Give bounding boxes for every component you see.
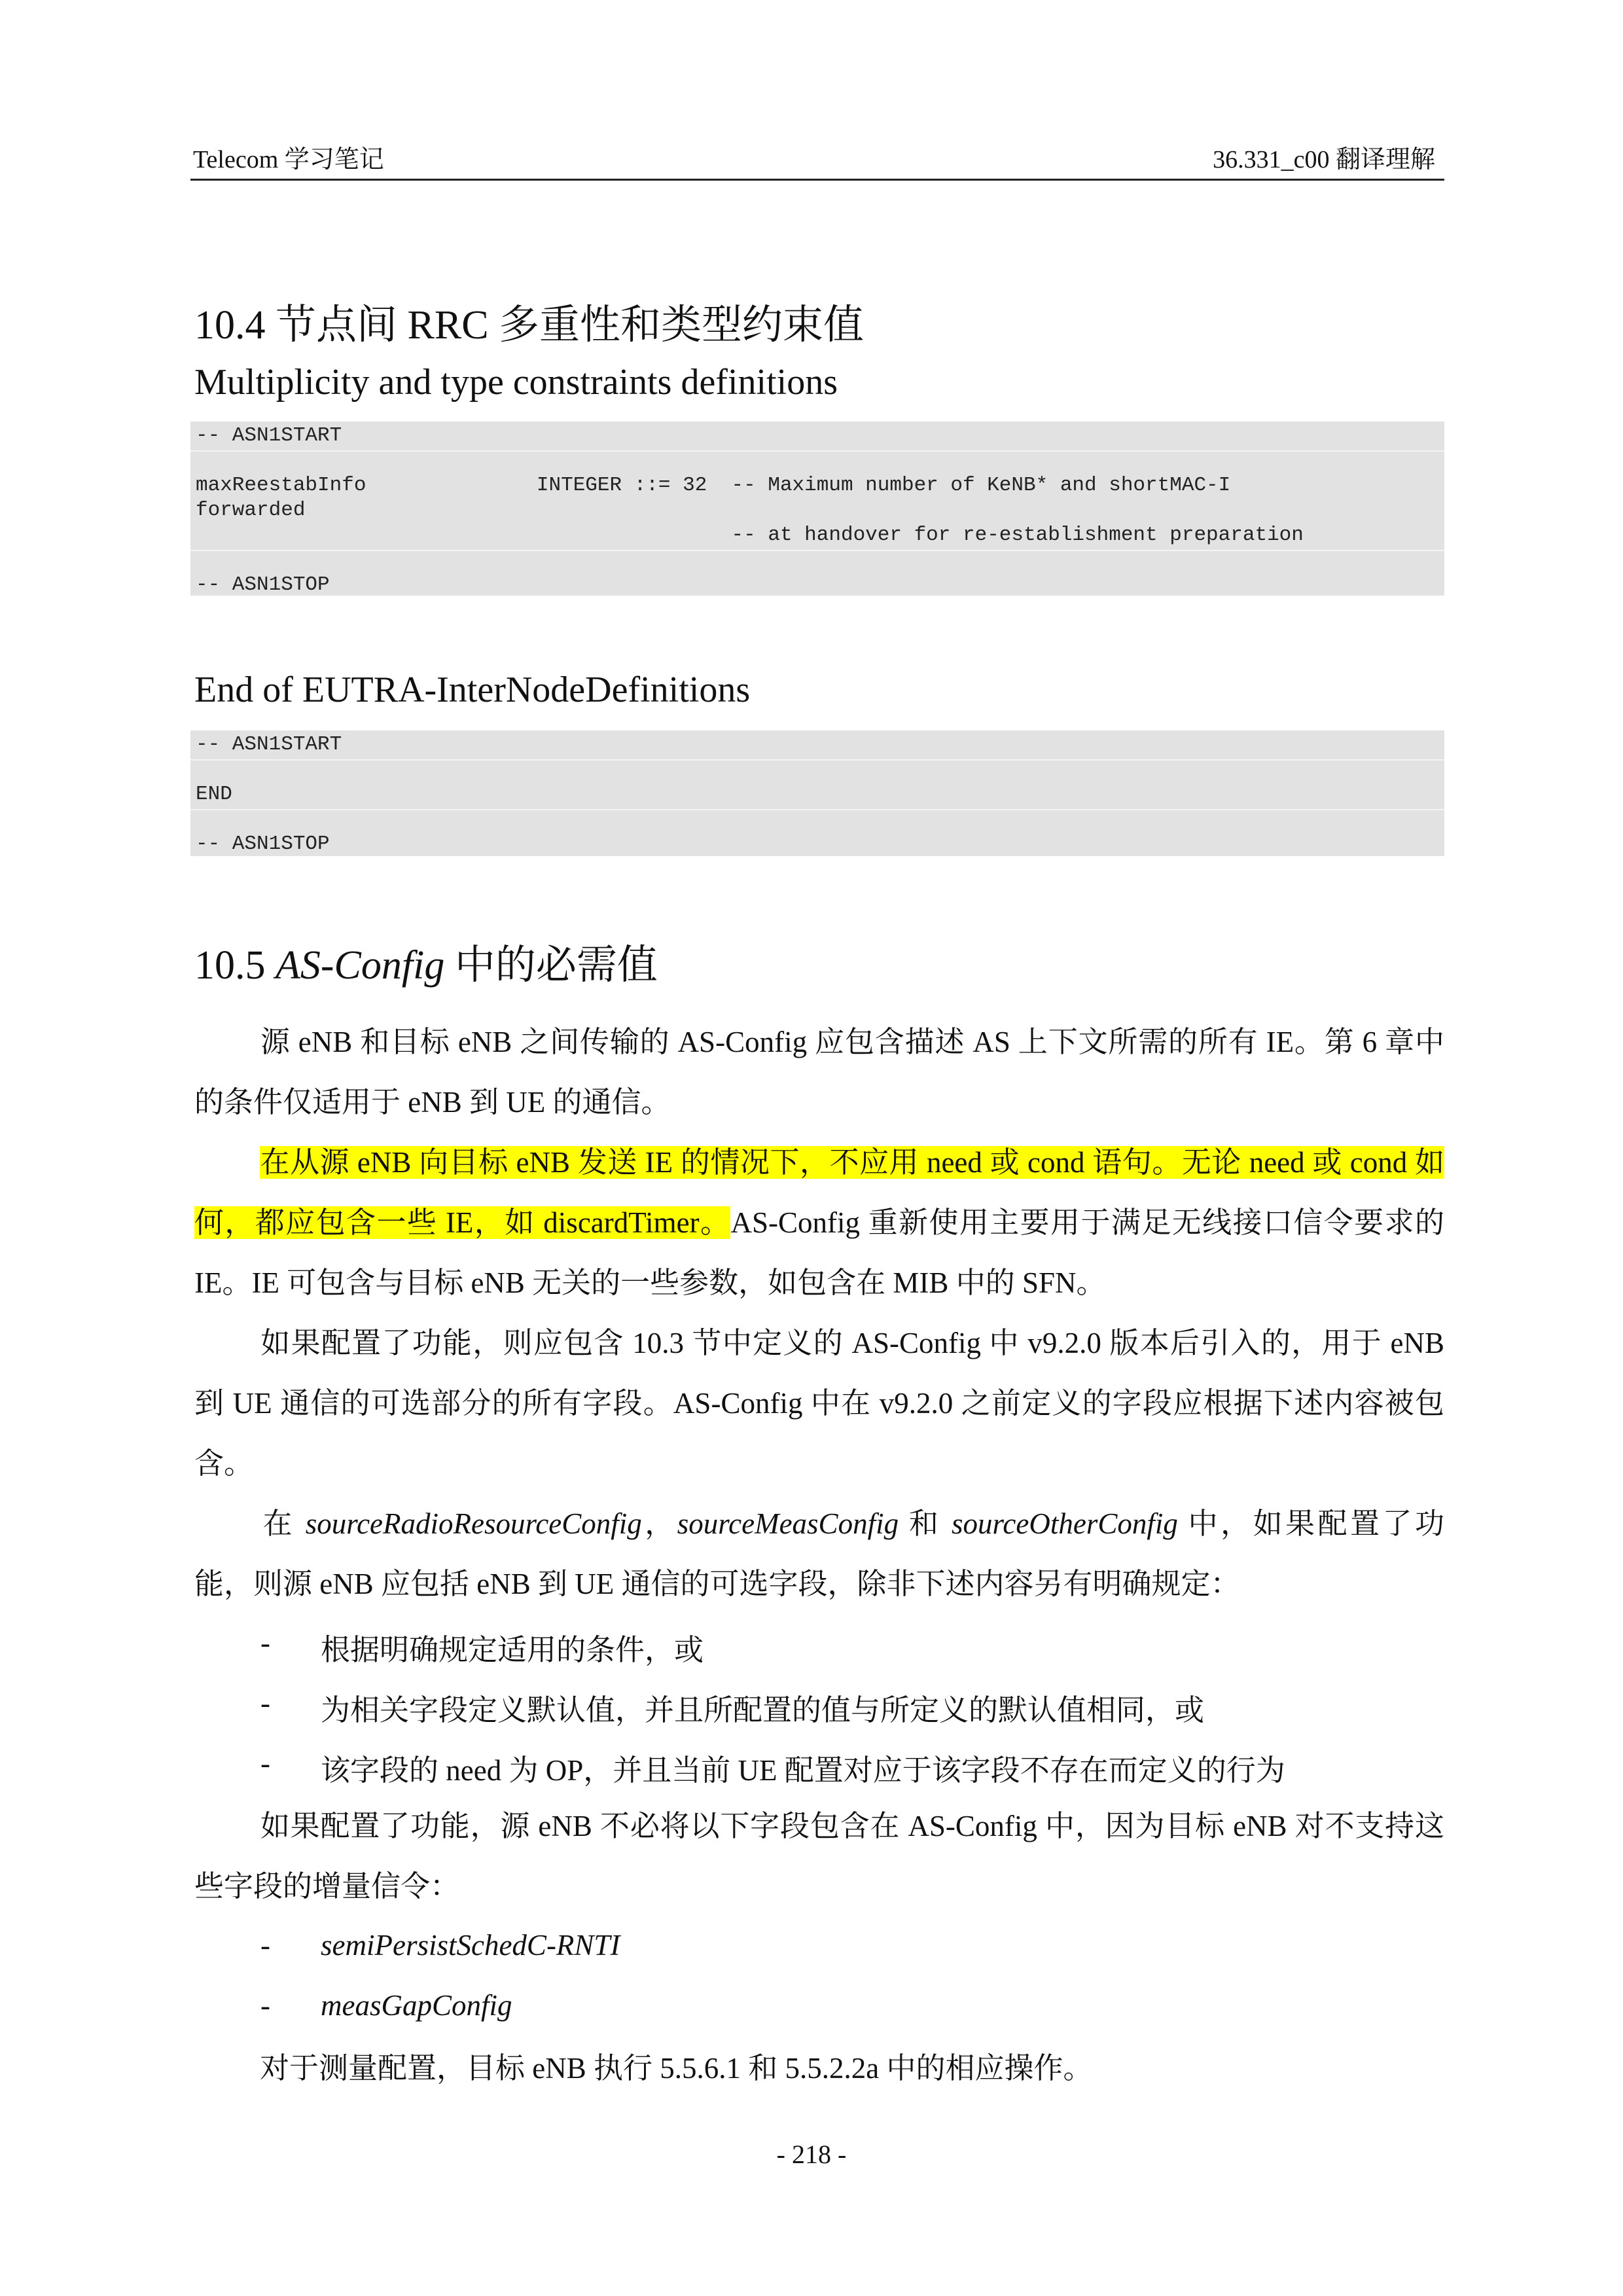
code-line: forwarded <box>196 499 306 522</box>
code-line: -- ASN1START <box>196 424 342 447</box>
paragraph-1 <box>194 1012 1444 1132</box>
code-divider <box>190 450 1444 452</box>
paragraph-2 <box>194 1132 1444 1313</box>
header-title: Telecom 学习笔记 <box>193 146 384 173</box>
paragraph-4 <box>194 1494 1444 1614</box>
code-line: -- ASN1START <box>196 733 342 756</box>
field-name: sourceOtherConfig <box>952 1507 1178 1540</box>
list-item <box>0 1746 1623 1785</box>
section-title-rest: 中的必需值 <box>444 943 658 988</box>
bullet-dash: - <box>260 1747 270 1780</box>
highlighted-text: 在从源 eNB 向目标 eNB 发送 IE 的情况下，不应用 need 或 cond 语句。无论 need 或 cond 如何，都应包含一些 IE，如 discardTimer。 <box>194 1146 1444 1239</box>
paragraph-4-text: 和 <box>899 1507 952 1540</box>
code-line: END <box>196 783 232 806</box>
end-definitions-heading: End of EUTRA-InterNodeDefinitions <box>194 670 751 710</box>
code-line: -- ASN1STOP <box>196 833 330 855</box>
paragraph-4-text: 在 <box>260 1507 306 1540</box>
paragraph-3 <box>194 1313 1444 1494</box>
section-title-term: AS-Config <box>276 943 445 988</box>
list-item-text: semiPersistSchedC-RNTI <box>321 1929 620 1962</box>
bullet-dash: - <box>260 1989 270 2022</box>
header-doc-ref: 36.331_c00 翻译理解 <box>1213 146 1435 173</box>
paragraph-6-text: 对于测量配置，目标 eNB 执行 5.5.6.1 和 5.5.2.2a 中的相应操作。 <box>260 2052 1093 2085</box>
section-10-4-heading: 10.4 节点间 RRC 多重性和类型约束值 <box>194 303 865 348</box>
paragraph-5 <box>194 1796 1444 1916</box>
bullet-dash: - <box>260 1929 270 1962</box>
list-item <box>0 1686 1623 1725</box>
list-item <box>0 1988 1623 2028</box>
bullet-dash: - <box>260 1687 270 1719</box>
code-block-multiplicity <box>190 422 1444 596</box>
section-10-5-heading <box>194 932 658 990</box>
code-block-end <box>190 730 1444 856</box>
list-item-text: 根据明确规定适用的条件，或 <box>321 1634 704 1666</box>
paragraph-2-text: AS-Config 重新使用主要用于满足无线接口信令要求的 IE。IE 可包含与目标 eNB 无关的一些参数，如包含在 MIB 中的 SFN。 <box>194 1206 1445 1299</box>
field-name: sourceRadioResourceConfig <box>305 1507 642 1540</box>
list-item-text: 为相关字段定义默认值，并且所配置的值与所定义的默认值相同，或 <box>321 1694 1205 1727</box>
paragraph-3-text: 如果配置了功能，则应包含 10.3 节中定义的 AS-Config 中 v9.2.0 版本后引入的，用于 eNB 到 UE 通信的可选部分的所有字段。AS-Config 中在 v9.2.0 之前定义的字段应根据下述内容被包含。 <box>194 1327 1444 1480</box>
list-item-text: measGapConfig <box>321 1989 512 2022</box>
bullet-dash: - <box>260 1626 270 1659</box>
list-item-text: 该字段的 need 为 OP，并且当前 UE 配置对应于该字段不存在而定义的行为 <box>321 1754 1285 1787</box>
paragraph-6 <box>194 2038 1444 2098</box>
paragraph-1-text: 源 eNB 和目标 eNB 之间传输的 AS-Config 应包含描述 AS 上下文所需的所有 IE。第 6 章中的条件仅适用于 eNB 到 UE 的通信。 <box>194 1026 1444 1119</box>
code-divider <box>190 759 1444 761</box>
field-name: sourceMeasConfig <box>677 1507 899 1540</box>
code-divider <box>190 550 1444 551</box>
section-number: 10.5 <box>194 943 276 988</box>
header-divider <box>190 179 1444 181</box>
list-item <box>0 1626 1623 1665</box>
list-item <box>0 1928 1623 1967</box>
page-number: - 218 - <box>776 2140 847 2169</box>
code-line: -- at handover for re-establishment preparation <box>196 524 1304 547</box>
paragraph-4-text: 中，如果配置了功能，则源 eNB 应包括 eNB 到 UE 通信的可选字段，除非下述内容另有明确规定： <box>194 1507 1444 1600</box>
code-divider <box>190 809 1444 810</box>
code-line: -- ASN1STOP <box>196 573 330 596</box>
paragraph-4-text: ， <box>641 1507 677 1540</box>
paragraph-5-text: 如果配置了功能，源 eNB 不必将以下字段包含在 AS-Config 中，因为目标 eNB 对不支持这些字段的增量信令： <box>194 1810 1444 1903</box>
section-10-4-subheading: Multiplicity and type constraints definitions <box>194 362 838 403</box>
code-line: maxReestabInfo INTEGER ::= 32 -- Maximum number of KeNB* and shortMAC-I <box>196 474 1231 497</box>
